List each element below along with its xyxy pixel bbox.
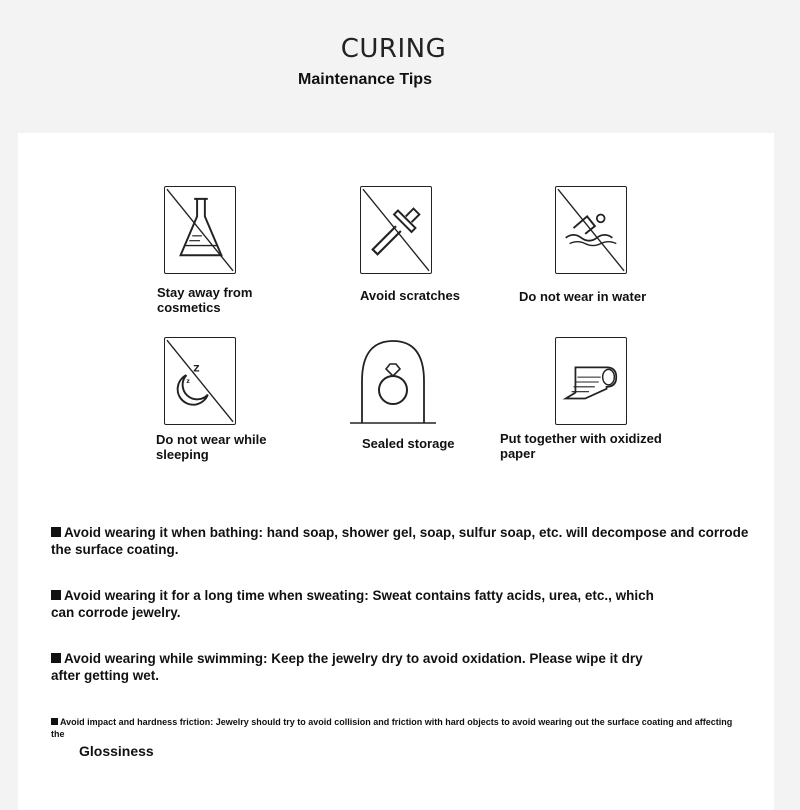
tip-swimming: Avoid wearing while swimming: Keep the jewelry dry to avoid oxidation. Please wipe it dry after getting wet. — [51, 651, 643, 683]
no-cosmetics-icon — [164, 186, 236, 274]
icon-label-water: Do not wear in water — [519, 289, 647, 304]
svg-text:Z: Z — [193, 364, 200, 375]
tip-bathing: Avoid wearing it when bathing: hand soap, shower gel, soap, sulfur soap, etc. will decompose and corrode the surface coating. — [51, 525, 749, 557]
paper-roll-icon — [555, 337, 627, 425]
no-swimming-icon — [555, 186, 627, 274]
ring-bag-icon — [350, 333, 436, 427]
bullet-square-icon — [51, 527, 61, 537]
bullet-square-icon — [51, 590, 61, 600]
icon-label-sleeping: Do not wear while sleeping — [156, 432, 267, 462]
no-sleeping-icon — [164, 337, 236, 425]
icon-label-scratches: Avoid scratches — [360, 288, 460, 303]
page-subtitle: Maintenance Tips — [298, 71, 432, 88]
bullet-square-icon — [51, 653, 61, 663]
icon-label-cosmetics: Stay away from cosmetics — [157, 285, 253, 315]
page-title: CURING — [340, 34, 447, 64]
no-hammer-icon — [360, 186, 432, 274]
closing-word: Glossiness — [79, 743, 154, 759]
tip-sweating: Avoid wearing it for a long time when sweating: Sweat contains fatty acids, urea, etc., which can corrode jewelry. — [51, 588, 654, 620]
svg-text:z: z — [186, 378, 190, 385]
icon-label-storage: Sealed storage — [362, 436, 455, 451]
tip-impact: Avoid impact and hardness friction: Jewelry should try to avoid collision and friction with hard objects to avoid wearing out the surface coating and affecting the — [51, 717, 733, 739]
bullet-square-icon — [51, 718, 58, 725]
icon-label-paper: Put together with oxidized paper — [500, 431, 662, 461]
